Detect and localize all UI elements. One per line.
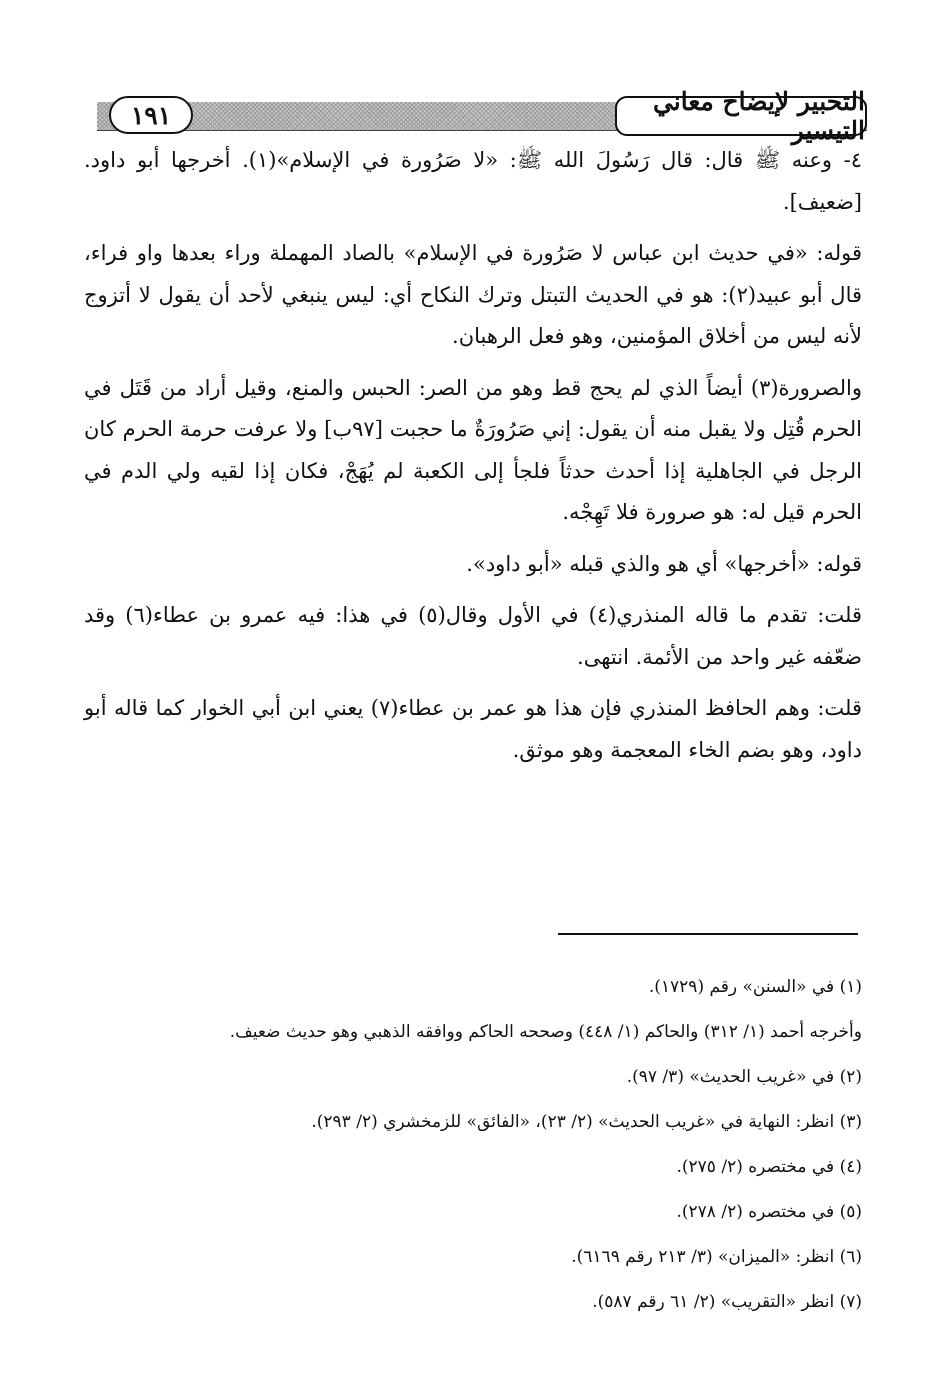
book-title: التحبير لإيضاح معاني التيسير [615,96,867,136]
paragraph-commentary-3: قوله: «أخرجها» أي هو والذي قبله «أبو داود». [466,551,862,576]
paragraph-commentary-1: قوله: «في حديث ابن عباس لا صَرُورة في الإسلام» بالصاد المهملة وراء بعدها واو فراء، قال أبو عبيد(٢): هو في الحديث التبتل وترك النكاح أي: ليس ينبغي لأحد أن يقول لا أتزوج لأنه ليس من أخلاق المؤمنين، وهو فعل الرهبان. [84,241,863,348]
footnote-item: (٦) انظر: «الميزان» (٣/ ٢١٣ رقم ٦١٦٩). [571,1247,862,1267]
footnotes [100,965,862,1325]
paragraph-hadith: ٤- وعنه ﷺ قال: قال رَسُولَ الله ﷺ: «لا صَرُورة في الإسلام»(١). أخرجها أبو داود. [ضعيف]. [84,148,862,214]
paragraph-commentary-4: قلت: تقدم ما قاله المنذري(٤) في الأول وقال(٥) في هذا: فيه عمرو بن عطاء(٦) وقد ضعّفه غير واحد من الأئمة. انتهى. [84,603,862,669]
page-header [97,87,867,145]
footnote-item: وأخرجه أحمد (١/ ٣١٢) والحاكم (١/ ٤٤٨) وصححه الحاكم ووافقه الذهبي وهو حديث ضعيف. [229,1022,862,1042]
footnote-item: (٤) في مختصره (٢/ ٢٧٥). [676,1157,862,1177]
footnote-item: (٣) انظر: النهاية في «غريب الحديث» (٢/ ٢٣)، «الفائق» للزمخشري (٢/ ٢٩٣). [311,1112,862,1132]
footnote-item: (٢) في «غريب الحديث» (٣/ ٩٧). [626,1067,862,1087]
paragraph-commentary-5: قلت: وهم الحافظ المنذري فإن هذا هو عمر بن عطاء(٧) يعني ابن أبي الخوار كما قاله أبو داود، وهو بضم الخاء المعجمة وهو موثق. [84,696,863,762]
footnote-divider [558,933,858,935]
main-text [84,140,862,781]
page-number: ١٩١ [109,96,193,134]
footnote-item: (٧) انظر «التقريب» (٢/ ٦١ رقم ٥٨٧). [592,1292,862,1312]
paragraph-commentary-2: والصرورة(٣) أيضاً الذي لم يحج قط وهو من الصر: الحبس والمنع، وقيل أراد من قَتَل في الحرم قُتِل ولا يقبل منه أن يقول: إني صَرُورَةٌ ما حجبت [٩٧ب] ولا عرفت حرمة الحرم كان الرجل في الجاهلية إذا أحدث حدثاً فلجأ إلى الكعبة لم يُهَجْ، فكان إذا لقيه ولي الدم في الحرم قيل له: هو صرورة فلا تَهِجْه. [84,375,862,524]
footnote-item: (١) في «السنن» رقم (١٧٢٩). [648,977,862,997]
footnote-item: (٥) في مختصره (٢/ ٢٧٨). [676,1202,862,1222]
